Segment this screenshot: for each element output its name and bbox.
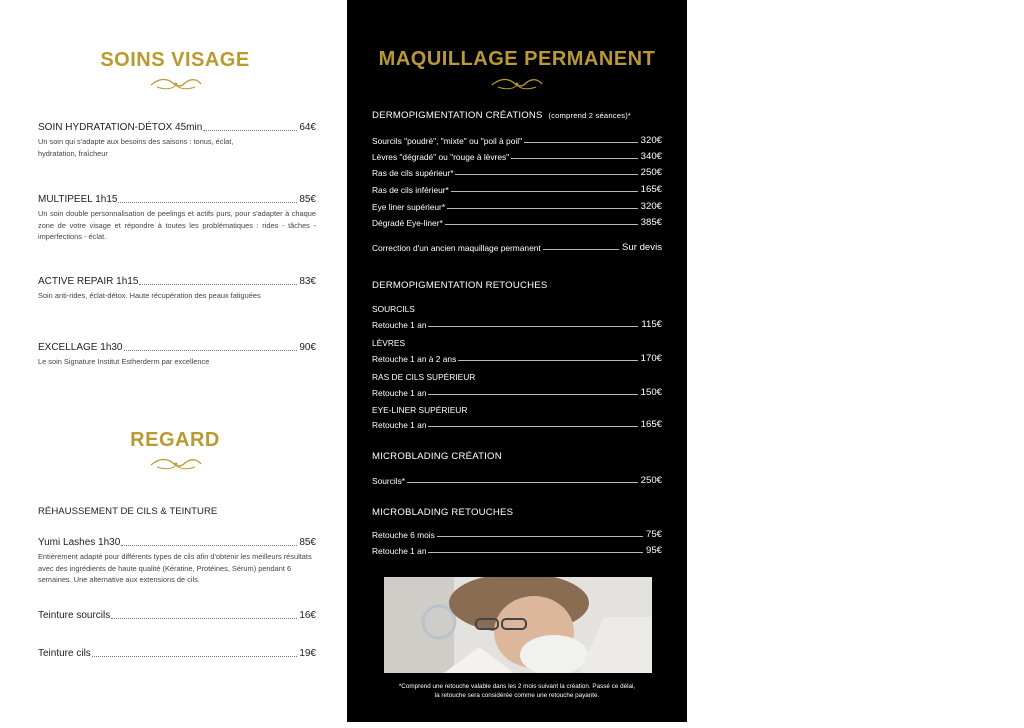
item-price: 85€ xyxy=(299,537,316,548)
price-row: Retouche 6 mois 75€ xyxy=(372,529,662,540)
group-label: SOURCILS xyxy=(372,304,415,314)
price-row: Ras de cils inférieur* 165€ xyxy=(372,184,662,195)
microblading-creation-heading: MICROBLADING CRÉATION xyxy=(372,451,502,462)
multipeel-row xyxy=(38,194,316,205)
item-description: Un soin qui s'adapte aux besoins des saisons : tonus, éclat, hydratation, fraîcheur xyxy=(38,137,234,158)
price-row: Retouche 1 an à 2 ans 170€ xyxy=(372,353,662,364)
price-row: Retouche 1 an 150€ xyxy=(372,387,662,398)
group-label: EYE-LINER SUPÉRIEUR xyxy=(372,405,468,415)
price-row: Ras de cils supérieur* 250€ xyxy=(372,167,662,178)
item-description: Le soin Signature Institut Estherderm par excellence xyxy=(38,357,210,366)
maquillage-title: MAQUILLAGE PERMANENT xyxy=(378,48,656,70)
item-name: ACTIVE REPAIR 1h15 xyxy=(38,276,139,287)
active-repair-row xyxy=(38,276,316,287)
item-description: Entièrement adapté pour différents types de cils afin d'obtenir les meilleurs résultats avec des ingrédients de haute qualité (Kératine, Protéines, Sérum) pendant 6 semaines. Une alternative aux extensions de cils. xyxy=(38,552,312,584)
item-name: Yumi Lashes 1h30 xyxy=(38,537,121,548)
soin-hydratation-row xyxy=(38,122,316,133)
price-row: Lèvres "dégradé" ou "rouge à lèvres" 340€ xyxy=(372,151,662,162)
correction-row: Correction d'un ancien maquillage permanent Sur devis xyxy=(372,242,662,253)
price-row: Dégradé Eye-liner* 385€ xyxy=(372,217,662,228)
blank-page xyxy=(687,0,1024,728)
item-price: 16€ xyxy=(299,610,316,621)
creations-heading: DERMOPIGMENTATION CRÉATIONS (comprend 2 séances)* xyxy=(372,110,632,121)
item-name: Teinture sourcils xyxy=(38,610,111,621)
regard-title: REGARD xyxy=(130,429,220,451)
price-row: Sourcils "poudré", "mixte" ou "poil à poil" 320€ xyxy=(372,135,662,146)
teinture-sourcils-row xyxy=(38,610,316,621)
item-name: MULTIPEEL 1h15 xyxy=(38,194,118,205)
price-row: Retouche 1 an 115€ xyxy=(372,319,662,330)
item-name: SOIN HYDRATATION-DÉTOX 45min xyxy=(38,122,203,133)
price-row: Sourcils* 250€ xyxy=(372,475,662,486)
item-name: EXCELLAGE 1h30 xyxy=(38,342,123,353)
item-price: 85€ xyxy=(299,194,316,205)
item-name: Teinture cils xyxy=(38,648,91,659)
price-row: Retouche 1 an 165€ xyxy=(372,419,662,430)
group-label: RAS DE CILS SUPÉRIEUR xyxy=(372,372,476,382)
flourish-ornament-icon xyxy=(149,457,203,471)
regard-subtitle: RÉHAUSSEMENT DE CILS & TEINTURE xyxy=(38,506,218,517)
microblading-retouches-heading: MICROBLADING RETOUCHES xyxy=(372,507,514,518)
item-price: 64€ xyxy=(299,122,316,133)
price-row: Eye liner supérieur* 320€ xyxy=(372,201,662,212)
excellage-row xyxy=(38,342,316,353)
practitioner-photo xyxy=(384,577,652,673)
teinture-cils-row xyxy=(38,648,316,659)
flourish-ornament-icon xyxy=(490,77,544,91)
item-price: 90€ xyxy=(299,342,316,353)
retouches-heading: DERMOPIGMENTATION RETOUCHES xyxy=(372,280,548,291)
footnote: *Comprend une retouche valable dans les 2 mois suivant la création. Passé ce délai, la retouche sera considérée comme une retouche payante. xyxy=(398,683,636,699)
flourish-ornament-icon xyxy=(149,77,203,91)
item-description: Soin anti-rides, éclat-détox. Haute récupération des peaux fatiguées xyxy=(38,291,261,300)
item-description: Un soin double personnalisation de peelings et actifs purs, pour s'adapter à chaque zone de votre visage et répondre à toutes les problématiques : rides - tâches - imperfections - éclat. xyxy=(38,209,316,241)
soins-visage-title: SOINS VISAGE xyxy=(100,49,250,71)
yumi-lashes-row xyxy=(38,537,316,548)
item-price: 19€ xyxy=(299,648,316,659)
item-price: 83€ xyxy=(299,276,316,287)
price-row: Retouche 1 an 95€ xyxy=(372,545,662,556)
group-label: LÈVRES xyxy=(372,338,406,348)
